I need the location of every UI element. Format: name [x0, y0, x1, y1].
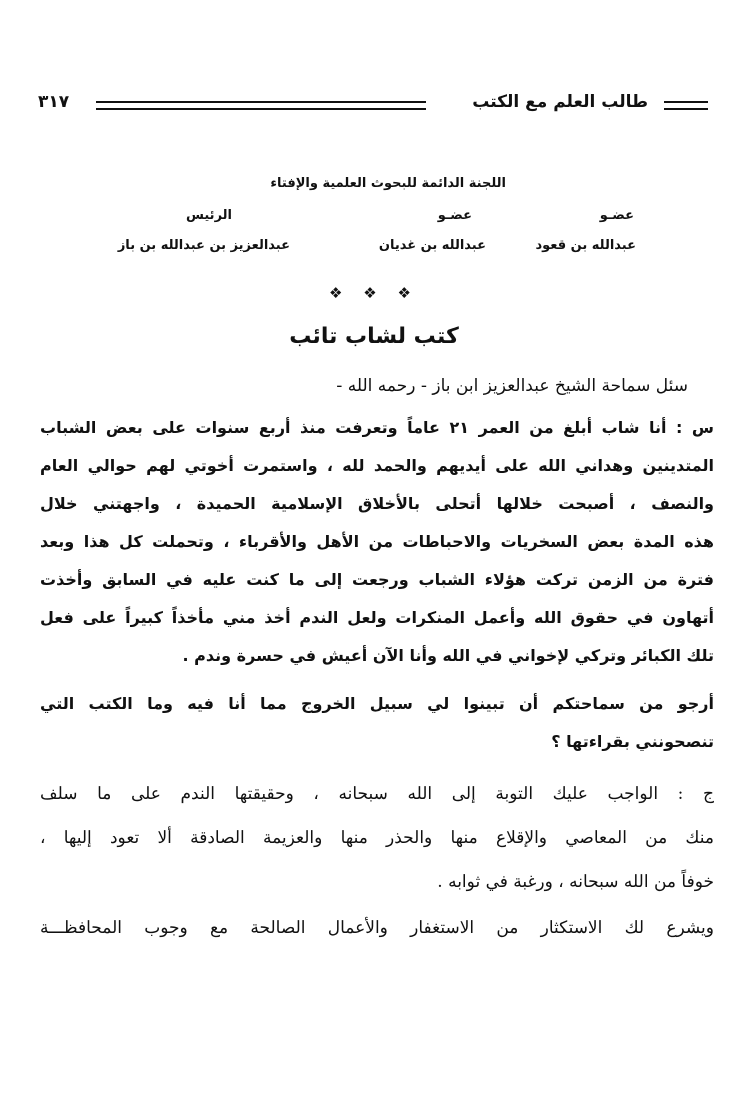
member-name-1: عبدالله بن قعود	[535, 238, 636, 253]
question-line: أتهاون في حقوق الله وأعمل المنكرات ولعل الندم أخذ مني مأخذاً كبيراً على فعل	[40, 608, 714, 627]
page-number: ٣١٧	[38, 92, 70, 112]
president-name: عبدالعزيز بن عبدالله بن باز	[117, 238, 290, 253]
header-rule	[96, 101, 426, 110]
answer-line: ج : الواجب عليك التوبة إلى الله سبحانه ، وحقيقتها الندم على ما سلف	[40, 784, 714, 804]
request-line: تنصحونني بقراءتها ؟	[551, 732, 714, 751]
question-line: هذه المدة بعض السخريات والاحباطات من الأهل والأقرباء ، وتحملت كل هذا وبعد	[40, 532, 714, 551]
committee-name: اللجنة الدائمة للبحوث العلمية والإفتاء	[270, 176, 506, 191]
question-line: والنصف ، أصبحت خلالها أتحلى بالأخلاق الإسلامية الحميدة ، واجهتني خلال	[40, 494, 714, 513]
continuation-line: ويشرع لك الاستكثار من الاستغفار والأعمال الصالحة مع وجوب المحافظـــة	[40, 918, 714, 938]
question-line: فترة من الزمن تركت هؤلاء الشباب ورجعت إلى ما كنت عليه في السابق وأخذت	[40, 570, 714, 589]
answer-line: خوفاً من الله سبحانه ، ورغبة في ثوابه .	[437, 872, 714, 892]
question-line: تلك الكبائر وتركي لإخواني في الله وأنا الآن أعيش في حسرة وندم .	[182, 646, 714, 665]
question-line: المتدينين وهداني الله على أيديهم والحمد لله ، واستمرت أخوتي لهم حوالي العام	[40, 456, 714, 475]
president-role: الرئيس	[186, 208, 232, 223]
section-title: كتب لشاب تائب	[289, 324, 459, 349]
ornament-divider: ❖ ❖ ❖	[329, 284, 419, 302]
book-title: طالب العلم مع الكتب	[472, 92, 648, 112]
answer-line: منك من المعاصي والإقلاع منها والحذر منها والعزيمة الصادقة ألا تعود إليها ،	[40, 828, 714, 848]
question-intro: سئل سماحة الشيخ عبدالعزيز ابن باز - رحمه الله -	[336, 376, 688, 396]
question-line: س : أنا شاب أبلغ من العمر ٢١ عاماً وتعرفت منذ أربع سنوات على بعض الشباب	[40, 418, 715, 437]
member-role-2: عضـو	[437, 208, 472, 223]
member-name-2: عبدالله بن غديان	[378, 238, 486, 253]
header-rule-right	[664, 101, 708, 110]
running-header	[38, 92, 708, 118]
request-line: أرجو من سماحتكم أن تبينوا لي سبيل الخروج مما أنا فيه وما الكتب التي	[40, 694, 714, 713]
member-role-1: عضـو	[599, 208, 634, 223]
